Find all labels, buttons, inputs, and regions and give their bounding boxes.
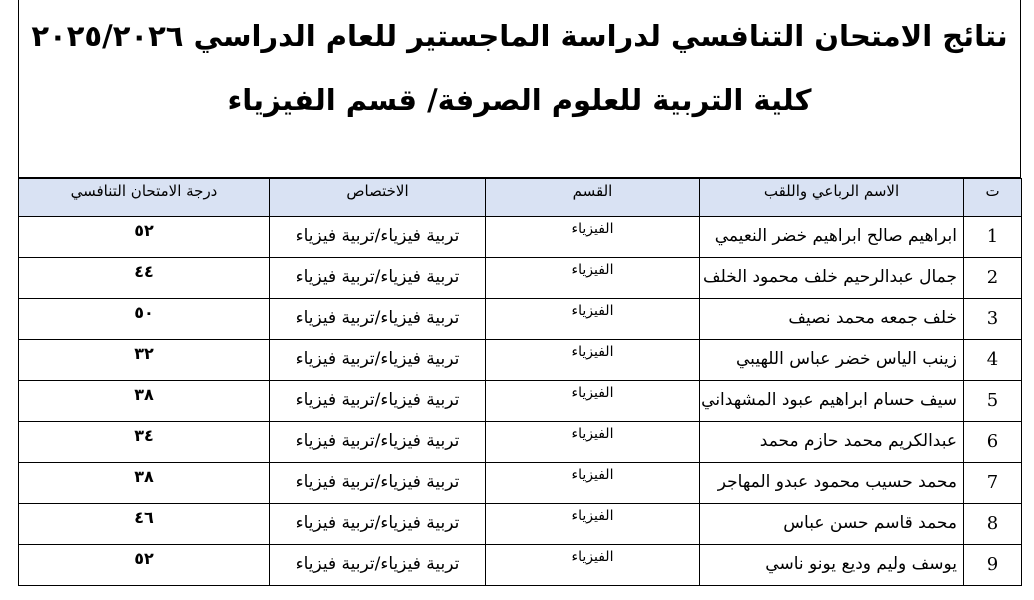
cell-name: يوسف وليم وديع يونو ناسي — [700, 545, 964, 586]
cell-seq: 5 — [964, 381, 1022, 422]
cell-spec: تربية فيزياء/تربية فيزياء — [270, 381, 486, 422]
cell-dept: الفيزياء — [486, 422, 700, 463]
table-header-row — [19, 179, 1022, 217]
table-row — [19, 258, 1022, 299]
table-row — [19, 422, 1022, 463]
cell-dept: الفيزياء — [486, 258, 700, 299]
table-row — [19, 545, 1022, 586]
page-subtitle: كلية التربية للعلوم الصرفة/ قسم الفيزياء — [227, 83, 812, 117]
cell-seq: 4 — [964, 340, 1022, 381]
results-table — [18, 178, 1022, 586]
cell-score: ٥٢ — [19, 217, 270, 258]
table-row — [19, 217, 1022, 258]
cell-dept: الفيزياء — [486, 545, 700, 586]
cell-score: ٣٢ — [19, 340, 270, 381]
cell-spec: تربية فيزياء/تربية فيزياء — [270, 340, 486, 381]
table-row — [19, 463, 1022, 504]
cell-name: سيف حسام ابراهيم عبود المشهداني — [700, 381, 964, 422]
cell-name: زينب الياس خضر عباس اللهيبي — [700, 340, 964, 381]
table-row — [19, 504, 1022, 545]
cell-score: ٣٨ — [19, 463, 270, 504]
cell-spec: تربية فيزياء/تربية فيزياء — [270, 463, 486, 504]
page-title: نتائج الامتحان التنافسي لدراسة الماجستير للعام الدراسي ٢٠٢٥/٢٠٢٦ — [31, 19, 1008, 53]
cell-seq: 3 — [964, 299, 1022, 340]
column-header-dept: القسم — [486, 179, 700, 217]
cell-name: محمد حسيب محمود عبدو المهاجر — [700, 463, 964, 504]
cell-score: ٤٤ — [19, 258, 270, 299]
cell-dept: الفيزياء — [486, 381, 700, 422]
cell-name: خلف جمعه محمد نصيف — [700, 299, 964, 340]
column-header-seq: ت — [964, 179, 1022, 217]
cell-name: محمد قاسم حسن عباس — [700, 504, 964, 545]
cell-score: ٣٤ — [19, 422, 270, 463]
table-row — [19, 299, 1022, 340]
cell-dept: الفيزياء — [486, 463, 700, 504]
column-header-name: الاسم الرباعي واللقب — [700, 179, 964, 217]
table-row — [19, 340, 1022, 381]
cell-score: ٤٦ — [19, 504, 270, 545]
cell-spec: تربية فيزياء/تربية فيزياء — [270, 504, 486, 545]
cell-score: ٥٢ — [19, 545, 270, 586]
cell-name: ابراهيم صالح ابراهيم خضر النعيمي — [700, 217, 964, 258]
table-body — [19, 217, 1022, 586]
cell-seq: 1 — [964, 217, 1022, 258]
cell-dept: الفيزياء — [486, 340, 700, 381]
cell-seq: 2 — [964, 258, 1022, 299]
cell-dept: الفيزياء — [486, 217, 700, 258]
cell-name: عبدالكريم محمد حازم محمد — [700, 422, 964, 463]
cell-score: ٥٠ — [19, 299, 270, 340]
cell-spec: تربية فيزياء/تربية فيزياء — [270, 258, 486, 299]
cell-name: جمال عبدالرحيم خلف محمود الخلف — [700, 258, 964, 299]
column-header-spec: الاختصاص — [270, 179, 486, 217]
cell-dept: الفيزياء — [486, 299, 700, 340]
cell-spec: تربية فيزياء/تربية فيزياء — [270, 217, 486, 258]
cell-dept: الفيزياء — [486, 504, 700, 545]
results-sheet — [18, 0, 1021, 600]
cell-seq: 9 — [964, 545, 1022, 586]
cell-seq: 7 — [964, 463, 1022, 504]
cell-spec: تربية فيزياء/تربية فيزياء — [270, 545, 486, 586]
cell-spec: تربية فيزياء/تربية فيزياء — [270, 299, 486, 340]
cell-seq: 6 — [964, 422, 1022, 463]
cell-seq: 8 — [964, 504, 1022, 545]
document-header — [18, 0, 1021, 178]
column-header-score: درجة الامتحان التنافسي — [19, 179, 270, 217]
table-row — [19, 381, 1022, 422]
cell-score: ٣٨ — [19, 381, 270, 422]
cell-spec: تربية فيزياء/تربية فيزياء — [270, 422, 486, 463]
